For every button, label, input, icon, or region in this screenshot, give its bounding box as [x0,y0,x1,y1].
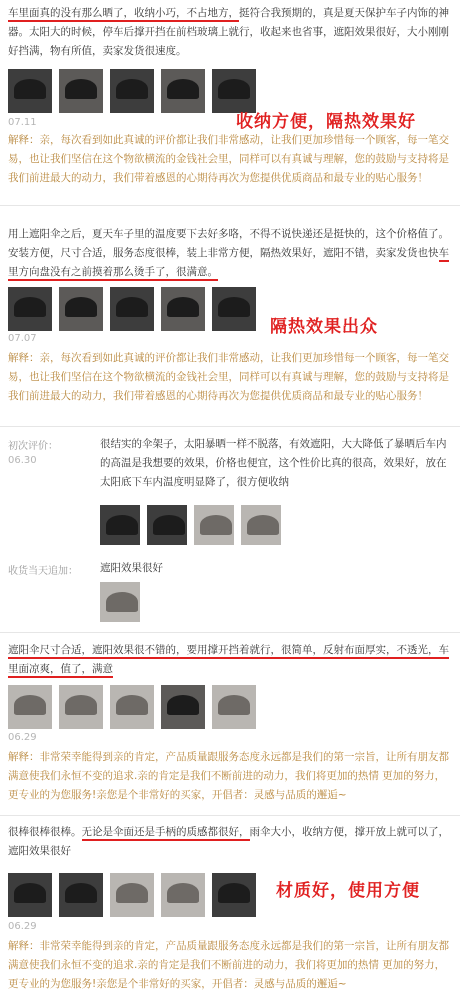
review-5-body-2: 雨伞大小，收纳方便，撑开放上就可以了，遮阳效果很好 [8,826,449,857]
review-2-text [8,225,454,282]
review-photo-thumbnail[interactable] [194,505,234,545]
review-2-body: 用上遮阳伞之后，夏天车子里的温度要下去好多咯，不得不说快递还是挺快的，这个价格值了。安装方便，尺寸合适，服务态度很棒，装上非常方便，隔热效果好，遮阳不错，卖家发货也快 [8,228,449,259]
review-photo-thumbnail[interactable] [59,69,103,113]
review-photo-thumbnail[interactable] [100,582,140,622]
review-3-followup-photos [100,582,140,622]
review-photo-thumbnail[interactable] [212,287,256,331]
review-photo-thumbnail[interactable] [241,505,281,545]
review-4-date: 06.29 [8,732,37,743]
review-2-reply: 解释：亲，每次看到如此真诚的评价都让我们非常感动，让我们更加珍惜每一个顾客，每一笔交易，也让我们坚信在这个物欲横流的金钱社会里，同样可以有真诚与理解，您的鼓励与支持将是我们前进最大的动力，我们带着感恩的心期待再次为您提供优质商品和最专业的贴心服务！ [8,352,449,402]
review-photo-thumbnail[interactable] [59,287,103,331]
review-photo-thumbnail[interactable] [161,685,205,729]
review-1-body: 挺符合我预期的，真是夏天保护车子内饰的神器。太阳大的时候，停车后撑开挡在前档玻璃上就行，收起来也省事，遮阳效果很好，大小刚刚好挡满，物有所值，卖家发货很速度。 [8,7,449,57]
review-4-highlight-3: 车里面凉爽，值了，满意 [8,644,449,678]
review-5-date: 06.29 [8,921,37,932]
review-3-followup-text: 遮阳效果很好 [100,562,163,574]
review-5-reply: 解释：非常荣幸能得到亲的肯定，产品质量跟服务态度永远都是我们的第一宗旨，让所有朋友都满意使我们永恒不变的追求.亲的肯定是我们不断前进的动力，我们将更加的热情 更加的努力，更专业的为您服务!亲您是个非常好的买家，开倡者：灵感与品质的邂逅~ [8,940,449,990]
review-2-highlight: 车里方向盘没有之前摸着那么烫手了，很满意。 [8,247,449,281]
review-photo-thumbnail[interactable] [161,287,205,331]
divider [0,815,460,816]
review-photo-thumbnail[interactable] [8,873,52,917]
review-3-photos [100,505,281,545]
review-photo-thumbnail[interactable] [212,685,256,729]
initial-review-label: 初次评价： [8,441,58,452]
review-4-reply: 解释：非常荣幸能得到亲的肯定，产品质量跟服务态度永远都是我们的第一宗旨，让所有朋友都满意使我们永恒不变的追求.亲的肯定是我们不断前进的动力，我们将更加的热情 更加的努力，更专业的为您服务!亲您是个非常好的买家，开倡者：灵感与品质的邂逅~ [8,751,449,801]
review-4-text [8,641,454,679]
review-photo-thumbnail[interactable] [8,685,52,729]
review-4-highlight-2: 要用撑开挡着就行，很简单，反射布面厚实，不透光， [187,644,439,659]
review-1-text [8,4,454,61]
review-photo-thumbnail[interactable] [110,685,154,729]
review-photo-thumbnail[interactable] [59,685,103,729]
review-4-highlight-1: 遮阳伞尺寸合适，遮阳效果很不错的， [8,644,187,659]
divider [0,205,460,206]
followup-review-label: 收货当天追加： [8,566,78,577]
review-3-date: 06.30 [8,455,37,466]
review-photo-thumbnail[interactable] [161,873,205,917]
review-photo-thumbnail[interactable] [212,873,256,917]
review-photo-thumbnail[interactable] [161,69,205,113]
review-4-photos [8,685,454,729]
review-2-date: 07.07 [8,333,37,344]
review-3-text: 很结实的伞架子，太阳暴晒一样不脱落，有效遮阳，大大降低了暴晒后车内的高温是我想要的效果，价格也便宜，这个性价比真的很高，效果好，放在太阳底下车内温度明显降了，很方便收纳 [100,438,447,488]
review-1-reply: 解释：亲，每次看到如此真诚的评价都让我们非常感动，让我们更加珍惜每一个顾客，每一笔交易，也让我们坚信在这个物欲横流的金钱社会里，同样可以有真诚与理解，您的鼓励与支持将是我们前进最大的动力，我们带着感恩的心期待再次为您提供优质商品和最专业的贴心服务！ [8,134,449,184]
review-photo-thumbnail[interactable] [59,873,103,917]
review-photo-thumbnail[interactable] [110,69,154,113]
review-photo-thumbnail[interactable] [100,505,140,545]
review-2-photos [8,287,454,331]
review-1-highlight: 车里面真的没有那么晒了，收纳小巧，不占地方， [8,7,239,22]
review-photo-thumbnail[interactable] [8,287,52,331]
review-1-callout: 收纳方便，隔热效果好 [236,112,416,132]
review-5-callout: 材质好，使用方便 [276,881,420,901]
review-5-highlight: 无论是伞面还是手柄的质感都很好， [82,826,250,841]
review-5-text [8,823,454,861]
review-5-body-1: 很棒很棒很棒。 [8,826,82,838]
divider [0,426,460,427]
review-2-callout: 隔热效果出众 [270,317,378,337]
review-1-date: 07.11 [8,117,37,128]
review-photo-thumbnail[interactable] [110,287,154,331]
review-photo-thumbnail[interactable] [147,505,187,545]
divider [0,632,460,633]
review-photo-thumbnail[interactable] [8,69,52,113]
review-photo-thumbnail[interactable] [110,873,154,917]
